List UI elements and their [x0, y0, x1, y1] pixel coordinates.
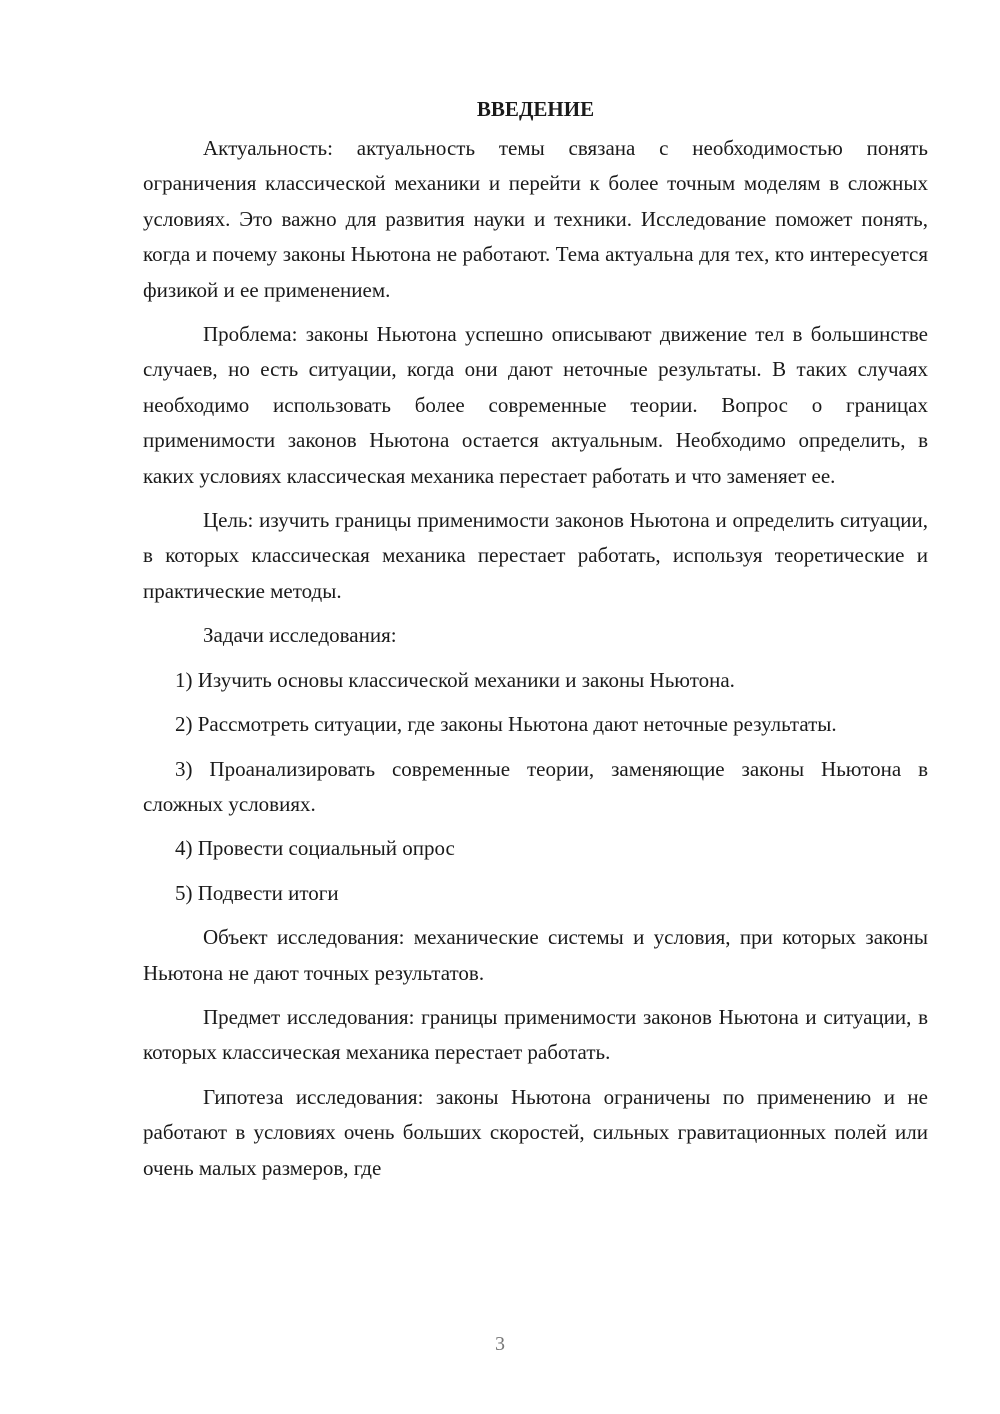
paragraph-problem: Проблема: законы Ньютона успешно описывают движение тел в большинстве случаев, но есть ситуации, когда они дают неточные результаты. В таких случаях необходимо использовать более современные теории. Вопрос о границах применимости законов Ньютона остается актуальным. Необходимо определить, в каких условиях классическая механика перестает работать и что заменяет ее. [143, 322, 928, 488]
paragraph-object: Объект исследования: механические системы и условия, при которых законы Ньютона не дают точных результатов. [143, 925, 928, 985]
paragraph-hypothesis: Гипотеза исследования: законы Ньютона ограничены по применению и не работают в условиях очень больших скоростей, сильных гравитационных полей или очень малых размеров, где [143, 1084, 928, 1180]
paragraph-subject: Предмет исследования: границы применимости законов Ньютона и ситуации, в которых классическая механика перестает работать. [143, 1004, 928, 1065]
paragraph-tasks-heading: Задачи исследования: [203, 623, 397, 648]
page-number: 3 [495, 1333, 505, 1355]
task-item-1: 1) Изучить основы классической механики и законы Ньютона. [175, 667, 735, 692]
task-item-2: 2) Рассмотреть ситуации, где законы Ньютона дают неточные результаты. [175, 712, 837, 737]
paragraph-goal: Цель: изучить границы применимости законов Ньютона и определить ситуации, в которых классическая механика перестает работать, используя теоретические и практические методы. [143, 508, 928, 603]
paragraph-relevance: Актуальность: актуальность темы связана с необходимостью понять ограничения классической механики и перейти к более точным моделям в сложных условиях. Это важно для развития науки и техники. Исследование поможет понять, когда и почему законы Ньютона не работают. Тема актуальна для тех, кто интересуется физикой и ее применением. [143, 136, 928, 302]
section-title: ВВЕДЕНИЕ [476, 97, 595, 121]
task-item-5: 5) Подвести итоги [175, 880, 339, 905]
task-item-4: 4) Провести социальный опрос [175, 836, 455, 861]
document-page [143, 92, 928, 1195]
task-item-3: 3) Проанализировать современные теории, заменяющие законы Ньютона в сложных условиях. [143, 756, 928, 816]
